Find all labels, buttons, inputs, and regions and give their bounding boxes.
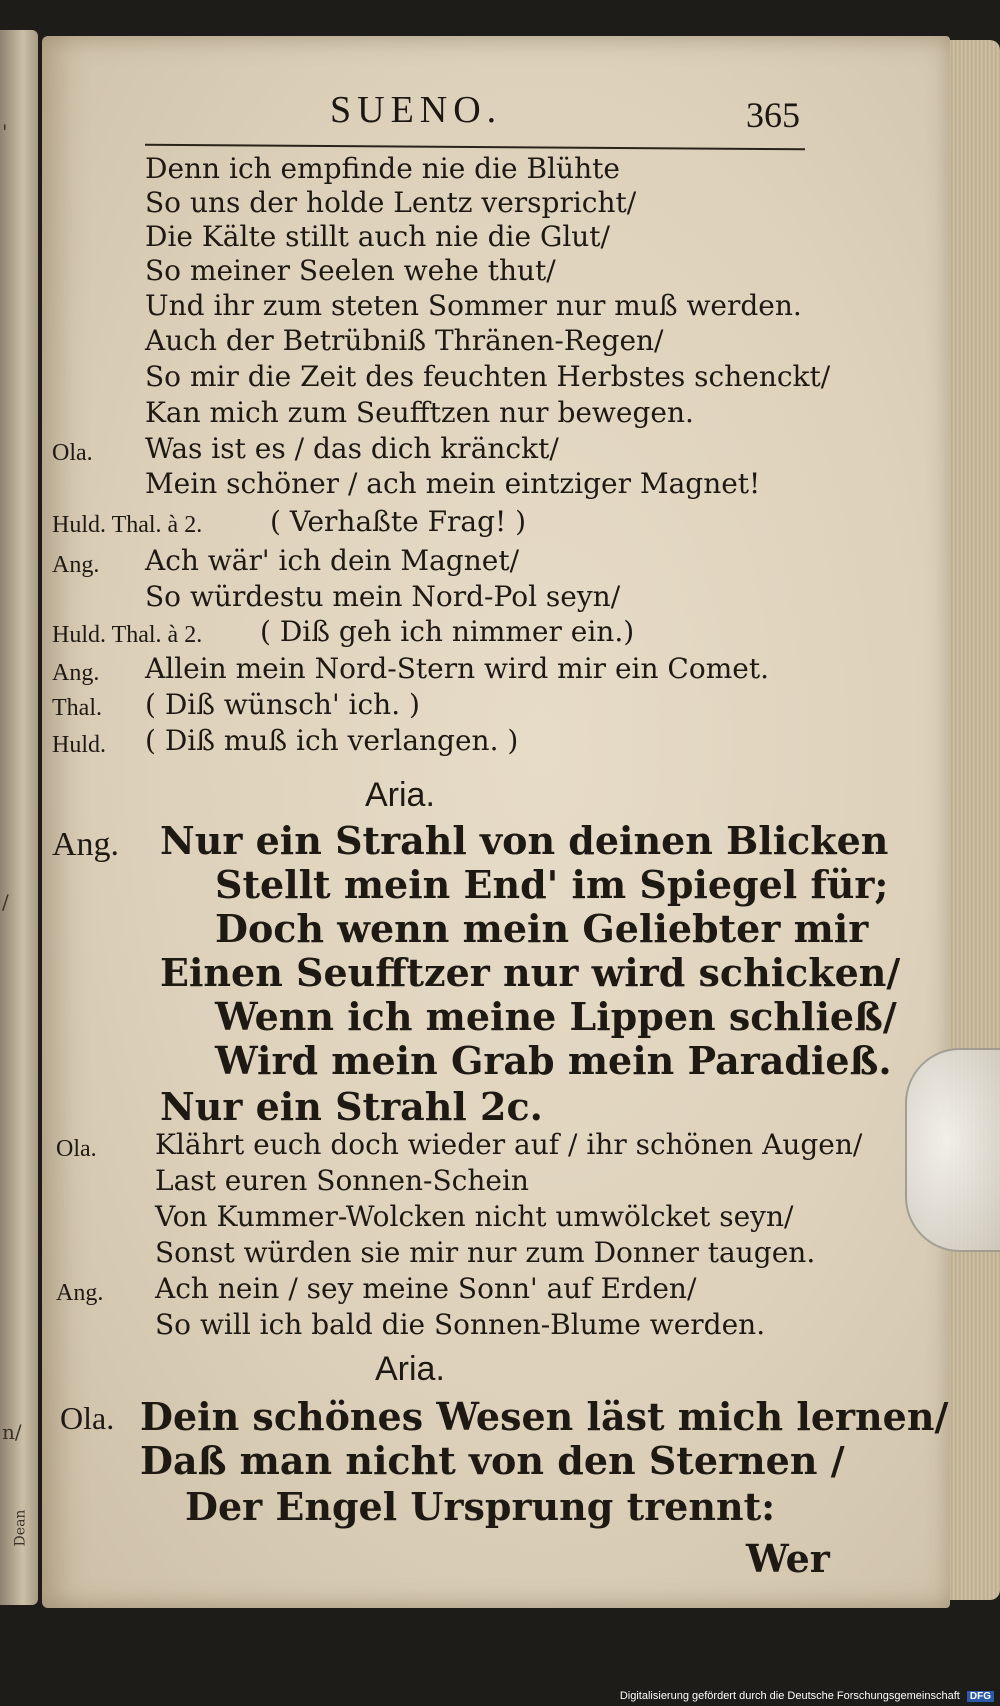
aria-line: Daß man nicht von den Sternen / [140,1438,845,1483]
verse-line: Und ihr zum steten Sommer nur muß werden. [145,289,802,322]
digitization-credit [620,1690,994,1702]
left-fragment: ' [2,120,8,144]
verse-line: Sonst würden sie mir nur zum Donner taugen. [155,1236,816,1269]
verse-line: Allein mein Nord-Stern wird mir ein Comet. [145,652,769,685]
left-page-edge [0,30,38,1605]
verse-line: So meiner Seelen wehe thut/ [145,254,556,287]
verse-line: Die Kälte stillt auch nie die Glut/ [145,220,610,253]
page-fore-edge [950,40,1000,1600]
verse-line: Ach wär' ich dein Magnet/ [145,544,520,577]
aria-heading: Aria. [365,776,435,814]
verse-line: So mir die Zeit des feuchten Herbstes schenckt/ [145,360,831,393]
verse-line: ( Diß geh ich nimmer ein.) [260,615,635,648]
aria-line: Wird mein Grab mein Paradieß. [215,1038,892,1083]
aria-line: Stellt mein End' im Spiegel für; [215,862,889,907]
left-fragment: n/ [2,1420,22,1444]
aria-heading: Aria. [375,1350,445,1388]
page-clip [905,1048,1000,1252]
left-fragment: Dean [12,1509,29,1547]
speaker-label: Huld. [52,732,106,758]
verse-line: ( Diß wünsch' ich. ) [145,688,420,721]
verse-line: So würdestu mein Nord-Pol seyn/ [145,580,621,613]
catchword: Wer [746,1536,830,1581]
page-number: 365 [746,95,800,135]
aria-line: Nur ein Strahl von deinen Blicken [160,818,889,863]
speaker-label: Ola. [52,440,93,466]
verse-line: Klährt euch doch wieder auf / ihr schönen Augen/ [155,1128,863,1161]
verse-line: Kan mich zum Seufftzen nur bewegen. [145,396,694,429]
left-fragment: / [2,890,9,914]
speaker-label: Ang. [52,552,100,578]
verse-line: Ach nein / sey meine Sonn' auf Erden/ [155,1272,697,1305]
speaker-label: Ola. [60,1400,115,1436]
verse-line: Von Kummer-Wolcken nicht umwölcket seyn/ [155,1200,794,1233]
speaker-label: Huld. Thal. à 2. [52,622,203,648]
speaker-label: Huld. Thal. à 2. [52,512,203,538]
speaker-label: Ang. [56,1280,104,1306]
speaker-label: Thal. [52,695,102,721]
running-head: SUENO. [330,89,503,131]
dfg-logo: DFG [967,1691,994,1702]
verse-line: Denn ich empfinde nie die Blühte [145,152,620,185]
verse-line: Auch der Betrübniß Thränen-Regen/ [145,324,664,357]
aria-line: Der Engel Ursprung trennt: [185,1484,776,1529]
verse-line: Was ist es / das dich kränckt/ [145,432,559,465]
verse-line: Mein schöner / ach mein eintziger Magnet! [145,467,761,500]
left-page-fragments [0,30,38,1605]
verse-line: ( Verhaßte Frag! ) [270,505,527,538]
aria-line: Dein schönes Wesen läst mich lernen/ [140,1394,949,1439]
credit-text: Digitalisierung gefördert durch die Deutsche Forschungsgemeinschaft [619,1690,960,1702]
aria-line: Einen Seufftzer nur wird schicken/ [160,950,901,995]
speaker-label: Ola. [56,1136,97,1162]
aria-line: Wenn ich meine Lippen schließ/ [215,994,897,1039]
speaker-label: Ang. [52,660,100,686]
verse-line: So uns der holde Lentz verspricht/ [145,186,637,219]
verse-line: So will ich bald die Sonnen-Blume werden. [155,1308,766,1341]
verse-line: ( Diß muß ich verlangen. ) [145,724,519,757]
aria-line: Doch wenn mein Geliebter mir [215,906,869,951]
speaker-label: Ang. [52,826,120,863]
verse-line: Last euren Sonnen-Schein [155,1164,529,1197]
aria-line: Nur ein Strahl 2c. [160,1084,543,1129]
